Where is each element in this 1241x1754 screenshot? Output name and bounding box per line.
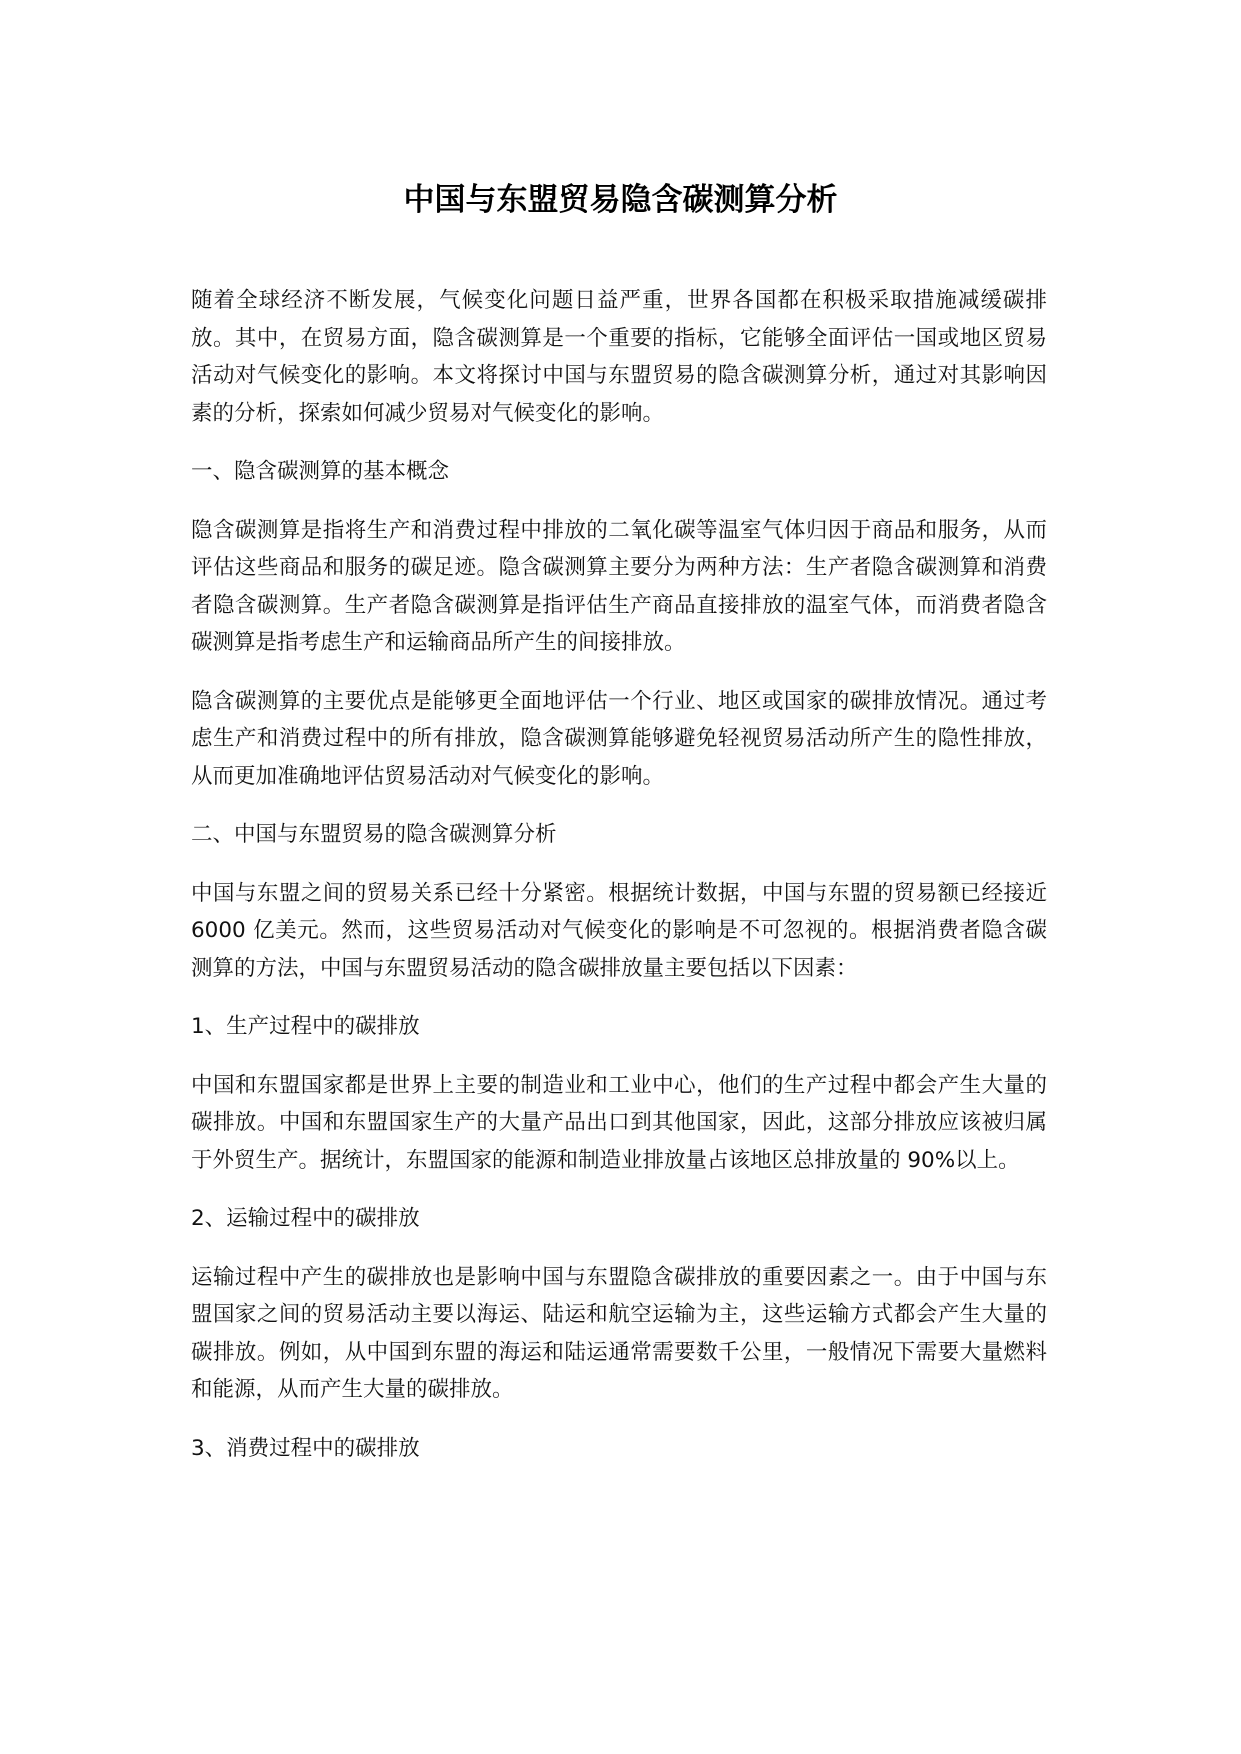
production-paragraph: 中国和东盟国家都是世界上主要的制造业和工业中心，他们的生产过程中都会产生大量的碳排放。中国和东盟国家生产的大量产品出口到其他国家，因此，这部分排放应该被归属于外贸生产。据统计，东盟国家的能源和制造业排放量占该地区总排放量的 90%以上。 [191, 1072, 1047, 1173]
analysis-paragraph: 中国与东盟之间的贸易关系已经十分紧密。根据统计数据，中国与东盟的贸易额已经接近 6000 亿美元。然而，这些贸易活动对气候变化的影响是不可忽视的。根据消费者隐含碳测算的方法，中国与东盟贸易活动的隐含碳排放量主要包括以下因素： [191, 880, 1047, 981]
section-heading-concept: 一、隐含碳测算的基本概念 [191, 459, 450, 484]
document-body [191, 282, 1047, 1488]
intro-paragraph: 随着全球经济不断发展，气候变化问题日益严重，世界各国都在积极采取措施减缓碳排放。其中，在贸易方面，隐含碳测算是一个重要的指标，它能够全面评估一国或地区贸易活动对气候变化的影响。本文将探讨中国与东盟贸易的隐含碳测算分析，通过对其影响因素的分析，探索如何减少贸易对气候变化的影响。 [191, 288, 1047, 426]
document-title: 中国与东盟贸易隐含碳测算分析 [403, 182, 838, 218]
section-heading-analysis: 二、中国与东盟贸易的隐含碳测算分析 [191, 822, 557, 847]
subheading-transport: 2、运输过程中的碳排放 [191, 1206, 420, 1231]
concept-paragraph-definition: 隐含碳测算是指将生产和消费过程中排放的二氧化碳等温室气体归因于商品和服务，从而评估这些商品和服务的碳足迹。隐含碳测算主要分为两种方法：生产者隐含碳测算和消费者隐含碳测算。生产者隐含碳测算是指评估生产商品直接排放的温室气体，而消费者隐含碳测算是指考虑生产和运输商品所产生的间接排放。 [191, 517, 1047, 655]
concept-paragraph-advantage: 隐含碳测算的主要优点是能够更全面地评估一个行业、地区或国家的碳排放情况。通过考虑生产和消费过程中的所有排放，隐含碳测算能够避免轻视贸易活动所产生的隐性排放，从而更加准确地评估贸易活动对气候变化的影响。 [191, 688, 1047, 789]
subheading-consumption: 3、消费过程中的碳排放 [191, 1435, 420, 1461]
transport-paragraph: 运输过程中产生的碳排放也是影响中国与东盟隐含碳排放的重要因素之一。由于中国与东盟国家之间的贸易活动主要以海运、陆运和航空运输为主，这些运输方式都会产生大量的碳排放。例如，从中国到东盟的海运和陆运通常需要数千公里，一般情况下需要大量燃料和能源，从而产生大量的碳排放。 [191, 1264, 1047, 1402]
subheading-production: 1、生产过程中的碳排放 [191, 1014, 420, 1039]
